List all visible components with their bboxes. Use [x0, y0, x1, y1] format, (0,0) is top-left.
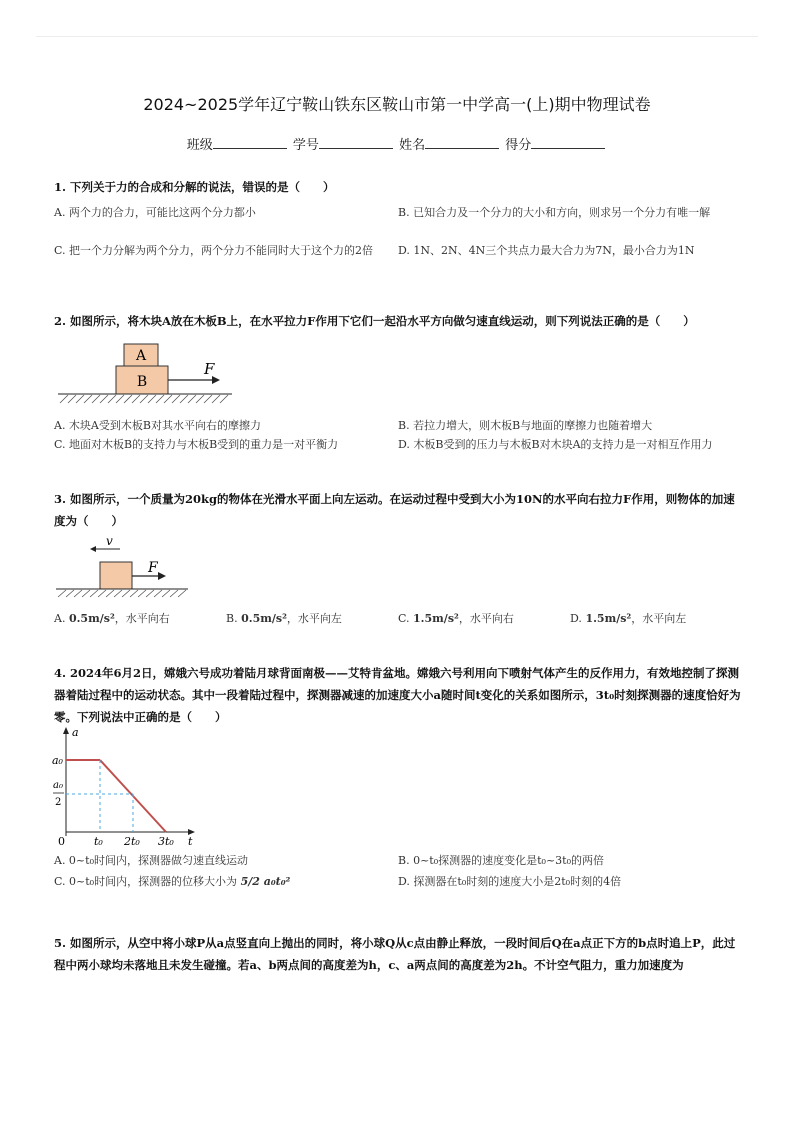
velocity-arrowhead: [90, 546, 96, 552]
q3-option-b-direction: ，水平向左: [286, 612, 342, 625]
q3-option-c-letter: C.: [398, 612, 410, 625]
ground-hatch: [60, 395, 228, 403]
question-5-stem: 5. 如图所示，从空中将小球P从a点竖直向上抛出的同时，将小球Q从c点由静止释放，一段时间后Q在a点正下方的b点时追上P，此过程中两小球均未落地且未发生碰撞。若a、b两点间的高度差为h，c、a两点间的高度差为2h。不计空气阻力，重力加速度为: [54, 936, 736, 972]
q4-option-d[interactable]: D. 探测器在t₀时刻的速度大小是2t₀时刻的4倍: [398, 875, 622, 888]
question-3-stem: 3. 如图所示，一个质量为20kg的物体在光滑水平面上向左运动。在运动过程中受到大小为10N的水平向右拉力F作用，则物体的加速度为（ ）: [54, 492, 735, 528]
q2-option-b[interactable]: B. 若拉力增大，则木板B与地面的摩擦力也随着增大: [398, 419, 653, 432]
q4-option-a[interactable]: A. 0~t₀时间内，探测器做匀速直线运动: [54, 854, 248, 867]
q3-box-figure: [54, 532, 204, 602]
q3-option-a-value: 0.5m/s²: [68, 612, 115, 625]
q3-force-arrowhead: [158, 572, 166, 580]
q3-option-a-direction: ，水平向右: [114, 612, 170, 625]
q3-option-b-letter: B.: [226, 612, 238, 625]
q2-blocks-figure: [54, 340, 244, 408]
force-label: F: [204, 360, 215, 378]
origin-label: 0: [58, 835, 65, 848]
q4-option-c[interactable]: [54, 874, 390, 890]
q3-option-c-value: 1.5m/s²: [413, 612, 459, 625]
q4-option-b[interactable]: B. 0~t₀探测器的速度变化是t₀~3t₀的两倍: [398, 854, 604, 867]
question-4-stem: 4. 2024年6月2日，嫦娥六号成功着陆月球背面南极——艾特肯盆地。嫦娥六号利用向下喷射气体产生的反作用力，有效地控制了探测器着陆过程中的运动状态。其中一段着陆过程中，探测器减速的加速度大小a随时间t变化的关系如图所示，3t₀时刻探测器的速度恰好为零。下列说法中正确的是（ ）: [54, 666, 741, 724]
q3-force-label: F: [148, 560, 158, 576]
q3-option-c-direction: ，水平向右: [458, 612, 514, 625]
student-info-line: [0, 134, 794, 153]
q2-option-c[interactable]: C. 地面对木板B的支持力与木板B受到的重力是一对平衡力: [54, 438, 339, 451]
question-1-stem: 1. 下列关于力的合成和分解的说法，错误的是（ ）: [54, 180, 335, 194]
box: [100, 562, 132, 589]
q1-option-c[interactable]: C. 把一个力分解为两个分力，两个分力不能同时大于这个力的2倍: [54, 244, 374, 257]
q1-option-d[interactable]: D. 1N、2N、4N三个共点力最大合力为7N，最小合力为1N: [398, 244, 695, 257]
class-label: 班级: [186, 138, 213, 153]
q4-option-c-text: C. 0~t₀时间内，探测器的位移大小为: [54, 875, 238, 888]
q2-option-d[interactable]: D. 木板B受到的压力与木板B对木块A的支持力是一对相互作用力: [398, 438, 713, 451]
block-b-label: B: [136, 374, 148, 390]
q3-option-d-direction: ，水平向左: [631, 612, 687, 625]
q3-option-d[interactable]: [570, 611, 730, 627]
q4-acceleration-graph: [50, 724, 210, 848]
three-t0-tick-label: 3t₀: [158, 835, 174, 848]
q3-option-c[interactable]: [398, 611, 558, 627]
header-divider: [36, 36, 758, 37]
q1-option-a[interactable]: A. 两个力的合力，可能比这两个分力都小: [54, 206, 256, 219]
name-label: 姓名: [399, 138, 426, 153]
q3-option-a-letter: A.: [54, 612, 66, 625]
q3-option-b[interactable]: [226, 611, 386, 627]
question-2-stem: 2. 如图所示，将木块A放在木板B上，在水平拉力F作用下它们一起沿水平方向做匀速直线运动，则下列说法正确的是（ ）: [54, 314, 695, 328]
score-label: 得分: [505, 138, 532, 153]
number-label: 学号: [292, 138, 319, 153]
q3-option-d-value: 1.5m/s²: [585, 612, 632, 625]
two-t0-tick-label: 2t₀: [124, 835, 140, 848]
a-axis-label: a: [72, 726, 79, 739]
half-a0-numerator: a₀: [53, 780, 63, 791]
q2-option-a[interactable]: A. 木块A受到木板B对其水平向右的摩擦力: [54, 419, 261, 432]
block-a-label: A: [135, 348, 147, 364]
velocity-label: v: [106, 534, 113, 548]
t-axis-label: t: [188, 835, 193, 848]
exam-title: 2024~2025学年辽宁鞍山铁东区鞍山市第一中学高一(上)期中物理试卷: [143, 95, 651, 114]
number-blank[interactable]: [319, 136, 393, 149]
score-blank[interactable]: [531, 136, 605, 149]
q3-option-a[interactable]: [54, 611, 214, 627]
q3-option-d-letter: D.: [570, 612, 582, 625]
q3-option-b-value: 0.5m/s²: [241, 612, 287, 625]
t0-tick-label: t₀: [94, 835, 103, 848]
q3-ground-hatch: [58, 590, 186, 597]
class-blank[interactable]: [213, 136, 287, 149]
q1-option-b[interactable]: B. 已知合力及一个分力的大小和方向，则求另一个分力有唯一解: [398, 206, 711, 219]
a-axis-arrowhead: [63, 727, 69, 734]
name-blank[interactable]: [425, 136, 499, 149]
half-a0-denominator: 2: [55, 797, 62, 808]
a0-label: a₀: [52, 754, 63, 767]
q4-option-c-formula: 5/2 a₀t₀²: [240, 875, 291, 888]
